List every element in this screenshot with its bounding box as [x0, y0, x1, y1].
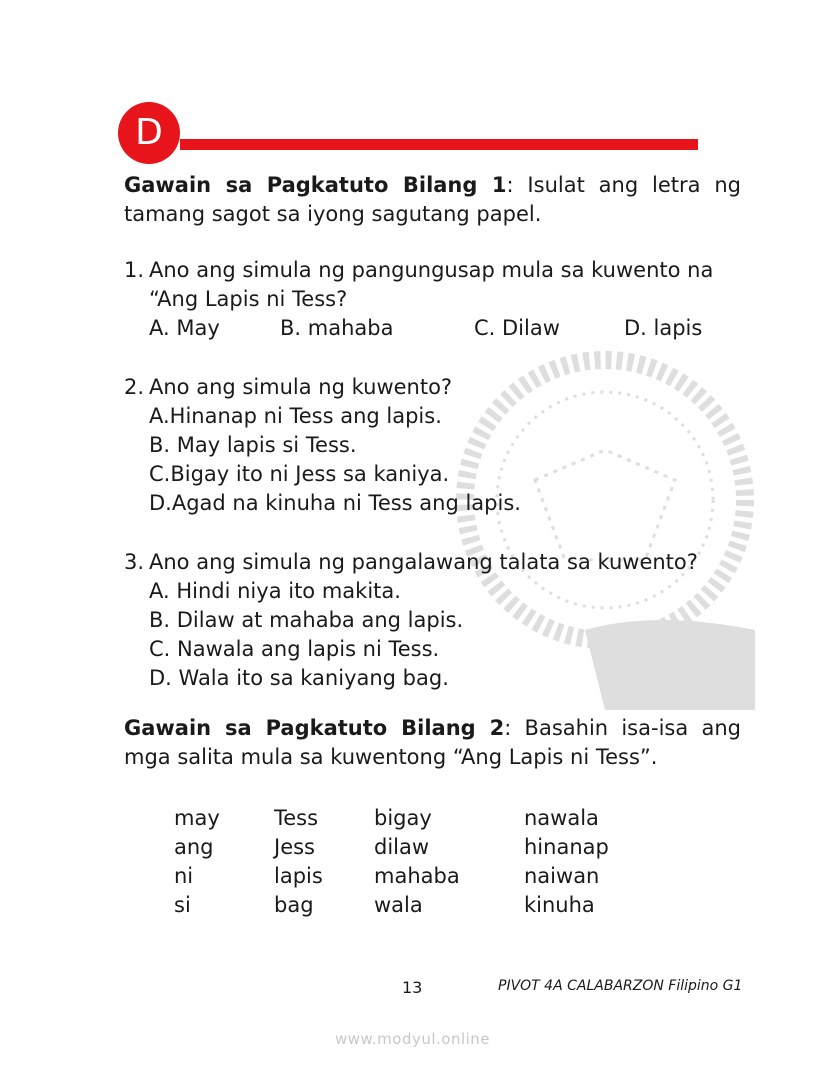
word-item: bigay: [374, 806, 432, 830]
activity1-heading: Gawain sa Pagkatuto Bilang 1: [124, 173, 507, 197]
choice-a: A. Hindi niya ito makita.: [149, 579, 401, 603]
choice-c: C. Dilaw: [474, 316, 560, 340]
activity1-instruction: : Isulat ang letra ng tamang sagot sa iyong sagutang papel.: [124, 173, 741, 226]
word-item: si: [174, 893, 191, 917]
question-text-line: Ano ang simula ng kuwento?: [149, 375, 453, 399]
question-text-line: Ano ang simula ng pangungusap mula sa kuwento na: [149, 258, 714, 282]
activity2-instruction: : Basahin isa-isa ang mga salita mula sa kuwentong “Ang Lapis ni Tess”.: [124, 716, 741, 769]
word-item: wala: [374, 893, 423, 917]
word-item: may: [174, 806, 220, 830]
question-text-line: “Ang Lapis ni Tess?: [149, 287, 348, 311]
activity2-paragraph: [124, 714, 741, 772]
word-item: ang: [174, 835, 214, 859]
word-item: Tess: [274, 806, 319, 830]
website-watermark: www.modyul.online: [334, 1030, 491, 1048]
footer-source: PIVOT 4A CALABARZON Filipino G1: [498, 978, 743, 994]
question-number: 3.: [124, 550, 145, 574]
section-divider-bar: [180, 139, 698, 150]
word-item: Jess: [274, 835, 315, 859]
choice-a: A.Hinanap ni Tess ang lapis.: [149, 404, 442, 428]
choice-d: D.Agad na kinuha ni Tess ang lapis.: [149, 491, 521, 515]
word-item: lapis: [274, 864, 323, 888]
section-letter: D: [135, 112, 163, 153]
choice-c: C.Bigay ito ni Jess sa kaniya.: [149, 462, 450, 486]
choice-d: D. lapis: [624, 316, 703, 340]
word-item: nawala: [524, 806, 599, 830]
word-item: hinanap: [524, 835, 609, 859]
choice-b: B. mahaba: [280, 316, 394, 340]
question-number: 1.: [124, 258, 145, 282]
choice-a: A. May: [149, 316, 220, 340]
question-number: 2.: [124, 375, 145, 399]
page-number: 13: [402, 978, 423, 997]
question-text-line: Ano ang simula ng pangalawang talata sa kuwento?: [149, 550, 698, 574]
word-item: dilaw: [374, 835, 430, 859]
word-item: naiwan: [524, 864, 600, 888]
section-badge: [118, 102, 180, 164]
word-item: mahaba: [374, 864, 460, 888]
choice-b: B. Dilaw at mahaba ang lapis.: [149, 608, 464, 632]
seal-watermark-icon: [455, 330, 755, 710]
choice-c: C. Nawala ang lapis ni Tess.: [149, 637, 440, 661]
choice-b: B. May lapis si Tess.: [149, 433, 357, 457]
word-item: kinuha: [524, 893, 595, 917]
word-item: ni: [174, 864, 194, 888]
activity1-paragraph: [124, 171, 741, 229]
word-item: bag: [274, 893, 314, 917]
activity2-heading: Gawain sa Pagkatuto Bilang 2: [124, 716, 505, 740]
choice-d: D. Wala ito sa kaniyang bag.: [149, 666, 449, 690]
